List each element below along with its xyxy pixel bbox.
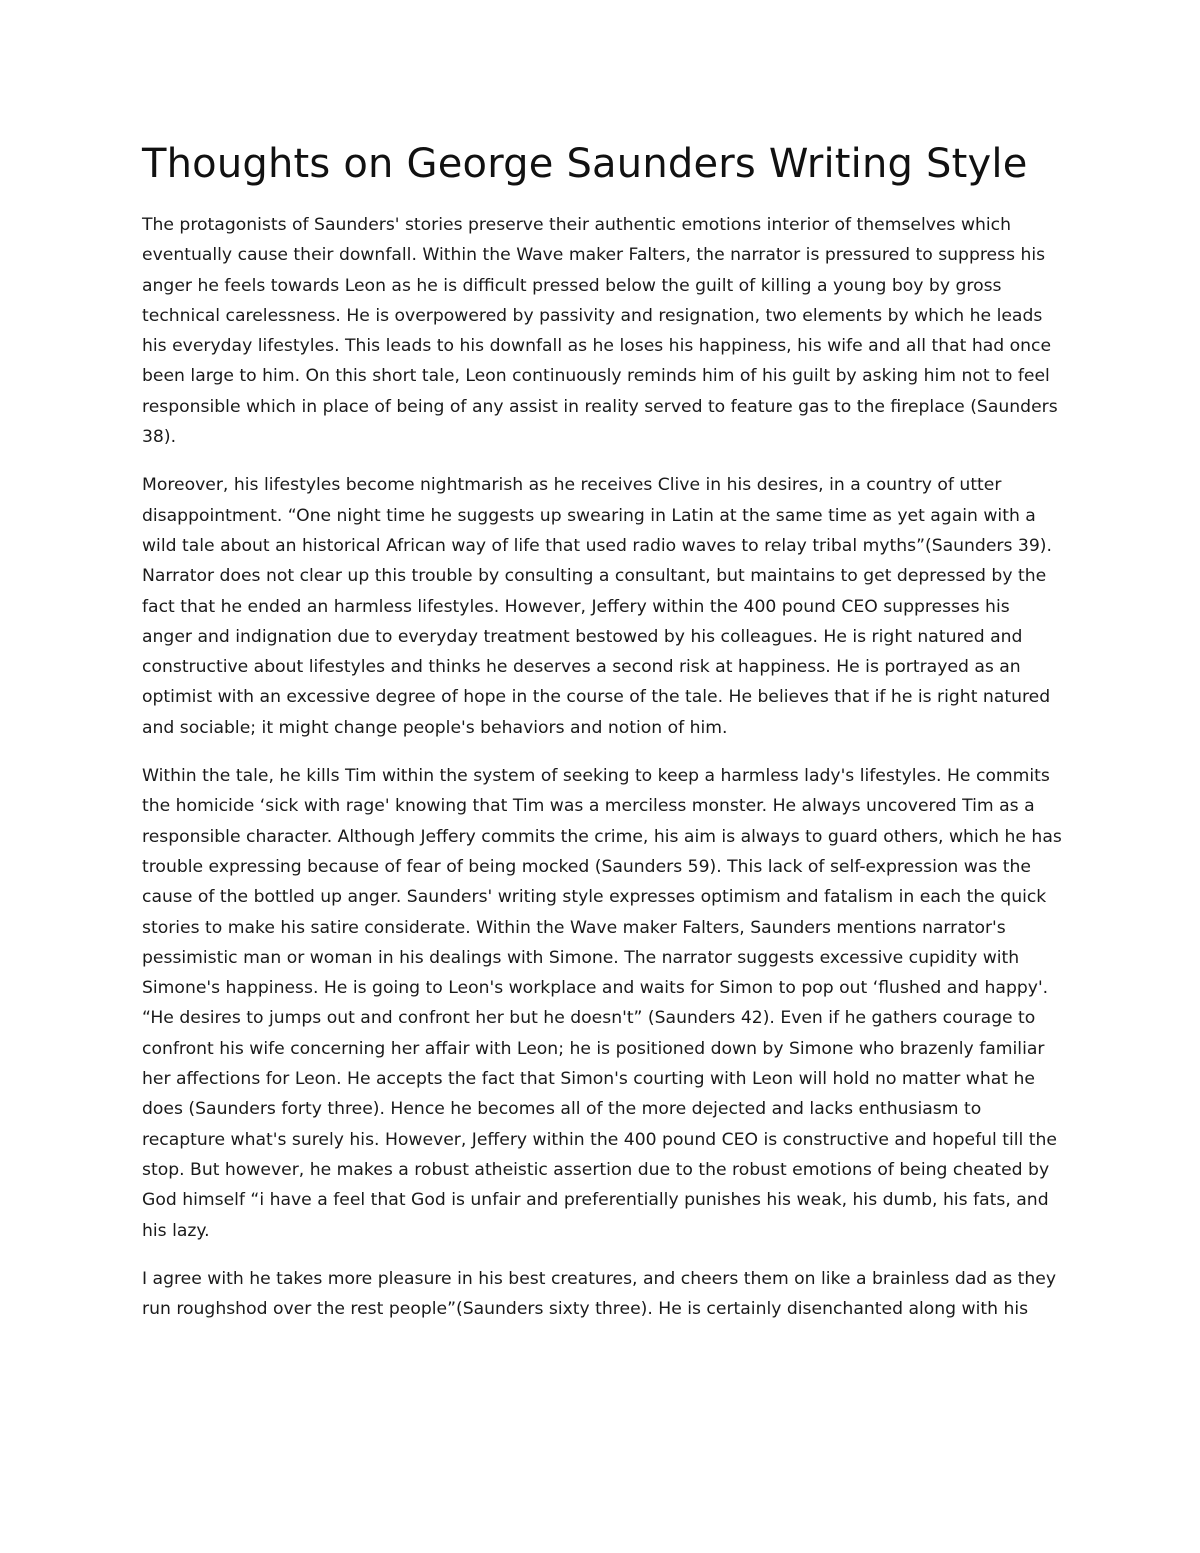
- paragraph-4: I agree with he takes more pleasure in his best creatures, and cheers them on like a brainless dad as they run roughshod over the rest people”(Saunders sixty three). He is certainly disenchanted along with his: [142, 1268, 1056, 1320]
- paragraph-3: Within the tale, he kills Tim within the system of seeking to keep a harmless lady's lifestyles. He commits the homicide ‘sick with rage' knowing that Tim was a merciless monster. He always uncovered Tim as a responsible character. Although Jeffery commits the crime, his aim is always to guard others, which he has trouble expressing because of fear of being mocked (Saunders 59). This lack of self-expression was the cause of the bottled up anger. Saunders' writing style expresses optimism and fatalism in each the quick stories to make his satire considerate. Within the Wave maker Falters, Saunders mentions narrator's pessimistic man or woman in his dealings with Simone. The narrator suggests excessive cupidity with Simone's happiness. He is going to Leon's workplace and waits for Simon to pop out ‘flushed and happy'. “He desires to jumps out and confront her but he doesn't” (Saunders 42). Even if he gathers courage to confront his wife concerning her affair with Leon; he is positioned down by Simone who brazenly familiar her affections for Leon. He accepts the fact that Simon's courting with Leon will hold no matter what he does (Saunders forty three). Hence he becomes all of the more dejected and lacks enthusiasm to recapture what's surely his. However, Jeffery within the 400 pound CEO is constructive and hopeful till the stop. But however, he makes a robust atheistic assertion due to the robust emotions of being cheated by God himself “i have a feel that God is unfair and preferentially punishes his weak, his dumb, his fats, and his lazy.: [142, 766, 1062, 1241]
- document-title: Thoughts on George Saunders Writing Style: [142, 141, 1028, 187]
- paragraph-2: Moreover, his lifestyles become nightmarish as he receives Clive in his desires, in a country of utter disappointment. “One night time he suggests up swearing in Latin at the same time as yet again with a wild tale about an historical African way of life that used radio waves to relay tribal myths”(Saunders 39). Narrator does not clear up this trouble by consulting a consultant, but maintains to get depressed by the fact that he ended an harmless lifestyles. However, Jeffery within the 400 pound CEO suppresses his anger and indignation due to everyday treatment bestowed by his colleagues. He is right natured and constructive about lifestyles and thinks he deserves a second risk at happiness. He is portrayed as an optimist with an excessive degree of hope in the course of the tale. He believes that if he is right natured and sociable; it might change people's behaviors and notion of him.: [142, 475, 1052, 738]
- paragraph-1: The protagonists of Saunders' stories preserve their authentic emotions interior of themselves which eventually cause their downfall. Within the Wave maker Falters, the narrator is pressured to suppress his anger he feels towards Leon as he is difficult pressed below the guilt of killing a young boy by gross technical carelessness. He is overpowered by passivity and resignation, two elements by which he leads his everyday lifestyles. This leads to his downfall as he loses his happiness, his wife and all that had once been large to him. On this short tale, Leon continuously reminds him of his guilt by asking him not to feel responsible which in place of being of any assist in reality served to feature gas to the fireplace (Saunders 38).: [142, 215, 1058, 448]
- document-body: [142, 138, 1062, 1342]
